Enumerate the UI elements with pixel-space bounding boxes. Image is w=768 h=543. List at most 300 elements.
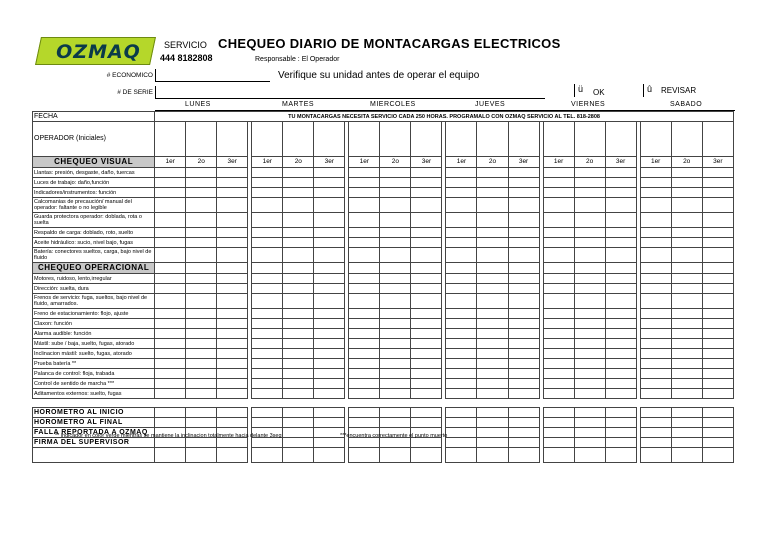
check-cell[interactable] (314, 274, 345, 284)
check-cell[interactable] (543, 438, 574, 448)
check-cell[interactable] (252, 188, 283, 198)
check-cell[interactable] (283, 238, 314, 248)
check-cell[interactable] (702, 274, 733, 284)
check-cell[interactable] (640, 359, 671, 369)
check-cell[interactable] (186, 294, 217, 309)
check-cell[interactable] (155, 294, 186, 309)
check-cell[interactable] (186, 369, 217, 379)
check-cell[interactable] (411, 263, 442, 274)
check-cell[interactable] (574, 309, 605, 319)
check-cell[interactable] (508, 448, 539, 463)
check-cell[interactable] (349, 263, 380, 274)
check-cell[interactable] (543, 339, 574, 349)
check-cell[interactable] (446, 418, 477, 428)
check-cell[interactable] (349, 284, 380, 294)
check-cell[interactable] (543, 408, 574, 418)
check-cell[interactable] (380, 389, 411, 399)
check-cell[interactable] (605, 369, 636, 379)
check-cell[interactable] (349, 274, 380, 284)
check-cell[interactable] (283, 198, 314, 213)
check-cell[interactable] (640, 438, 671, 448)
check-cell[interactable] (543, 369, 574, 379)
check-cell[interactable] (411, 359, 442, 369)
check-cell[interactable] (411, 178, 442, 188)
check-cell[interactable] (574, 339, 605, 349)
check-cell[interactable] (574, 188, 605, 198)
check-cell[interactable] (508, 349, 539, 359)
check-cell[interactable] (252, 213, 283, 228)
check-cell[interactable] (155, 359, 186, 369)
check-cell[interactable] (671, 359, 702, 369)
check-cell[interactable] (380, 274, 411, 284)
check-cell[interactable] (508, 274, 539, 284)
check-cell[interactable] (252, 448, 283, 463)
check-cell[interactable] (314, 248, 345, 263)
check-cell[interactable] (217, 188, 248, 198)
check-cell[interactable] (283, 294, 314, 309)
check-cell[interactable] (640, 238, 671, 248)
check-cell[interactable] (155, 263, 186, 274)
check-cell[interactable] (446, 359, 477, 369)
check-cell[interactable] (574, 294, 605, 309)
check-cell[interactable] (671, 379, 702, 389)
check-cell[interactable] (477, 228, 508, 238)
check-cell[interactable] (605, 339, 636, 349)
check-cell[interactable] (252, 309, 283, 319)
check-cell[interactable] (252, 339, 283, 349)
check-cell[interactable] (283, 369, 314, 379)
check-cell[interactable] (702, 418, 733, 428)
check-cell[interactable] (671, 274, 702, 284)
check-cell[interactable] (605, 418, 636, 428)
check-cell[interactable] (314, 448, 345, 463)
check-cell[interactable] (155, 329, 186, 339)
check-cell[interactable] (217, 263, 248, 274)
check-cell[interactable] (252, 438, 283, 448)
check-cell[interactable] (314, 188, 345, 198)
check-cell[interactable] (380, 294, 411, 309)
check-cell[interactable] (411, 188, 442, 198)
check-cell[interactable] (702, 389, 733, 399)
check-cell[interactable] (477, 369, 508, 379)
serie-field[interactable] (155, 98, 545, 99)
check-cell[interactable] (671, 448, 702, 463)
check-cell[interactable] (283, 359, 314, 369)
check-cell[interactable] (252, 238, 283, 248)
operador-initials-cell[interactable] (543, 122, 574, 157)
check-cell[interactable] (605, 428, 636, 438)
check-cell[interactable] (186, 319, 217, 329)
check-cell[interactable] (605, 329, 636, 339)
check-cell[interactable] (380, 339, 411, 349)
check-cell[interactable] (543, 228, 574, 238)
check-cell[interactable] (640, 284, 671, 294)
check-cell[interactable] (477, 379, 508, 389)
check-cell[interactable] (314, 263, 345, 274)
check-cell[interactable] (640, 339, 671, 349)
check-cell[interactable] (349, 188, 380, 198)
check-cell[interactable] (283, 263, 314, 274)
check-cell[interactable] (477, 329, 508, 339)
check-cell[interactable] (477, 418, 508, 428)
check-cell[interactable] (508, 228, 539, 238)
check-cell[interactable] (508, 284, 539, 294)
check-cell[interactable] (574, 213, 605, 228)
check-cell[interactable] (349, 379, 380, 389)
check-cell[interactable] (446, 438, 477, 448)
check-cell[interactable] (155, 238, 186, 248)
check-cell[interactable] (314, 198, 345, 213)
check-cell[interactable] (574, 379, 605, 389)
check-cell[interactable] (446, 263, 477, 274)
check-cell[interactable] (186, 448, 217, 463)
check-cell[interactable] (380, 369, 411, 379)
check-cell[interactable] (477, 359, 508, 369)
check-cell[interactable] (155, 213, 186, 228)
check-cell[interactable] (314, 284, 345, 294)
check-cell[interactable] (349, 248, 380, 263)
check-cell[interactable] (283, 319, 314, 329)
check-cell[interactable] (671, 284, 702, 294)
check-cell[interactable] (640, 274, 671, 284)
check-cell[interactable] (508, 188, 539, 198)
check-cell[interactable] (574, 369, 605, 379)
check-cell[interactable] (702, 178, 733, 188)
check-cell[interactable] (640, 263, 671, 274)
check-cell[interactable] (314, 294, 345, 309)
operador-initials-cell[interactable] (186, 122, 217, 157)
check-cell[interactable] (380, 168, 411, 178)
check-cell[interactable] (217, 379, 248, 389)
check-cell[interactable] (411, 319, 442, 329)
check-cell[interactable] (446, 349, 477, 359)
check-cell[interactable] (477, 213, 508, 228)
check-cell[interactable] (446, 294, 477, 309)
check-cell[interactable] (543, 178, 574, 188)
check-cell[interactable] (314, 238, 345, 248)
check-cell[interactable] (411, 389, 442, 399)
check-cell[interactable] (702, 379, 733, 389)
check-cell[interactable] (155, 284, 186, 294)
check-cell[interactable] (314, 329, 345, 339)
check-cell[interactable] (252, 418, 283, 428)
check-cell[interactable] (574, 198, 605, 213)
operador-initials-cell[interactable] (702, 122, 733, 157)
check-cell[interactable] (671, 213, 702, 228)
check-cell[interactable] (574, 248, 605, 263)
check-cell[interactable] (574, 448, 605, 463)
check-cell[interactable] (155, 379, 186, 389)
check-cell[interactable] (252, 263, 283, 274)
check-cell[interactable] (186, 228, 217, 238)
check-cell[interactable] (217, 408, 248, 418)
check-cell[interactable] (217, 349, 248, 359)
check-cell[interactable] (186, 329, 217, 339)
check-cell[interactable] (155, 198, 186, 213)
check-cell[interactable] (411, 213, 442, 228)
check-cell[interactable] (283, 228, 314, 238)
check-cell[interactable] (508, 389, 539, 399)
check-cell[interactable] (349, 228, 380, 238)
check-cell[interactable] (349, 389, 380, 399)
check-cell[interactable] (283, 379, 314, 389)
check-cell[interactable] (155, 408, 186, 418)
check-cell[interactable] (349, 369, 380, 379)
check-cell[interactable] (702, 168, 733, 178)
check-cell[interactable] (252, 408, 283, 418)
check-cell[interactable] (477, 448, 508, 463)
operador-initials-cell[interactable] (217, 122, 248, 157)
operador-initials-cell[interactable] (349, 122, 380, 157)
check-cell[interactable] (508, 238, 539, 248)
check-cell[interactable] (349, 168, 380, 178)
check-cell[interactable] (477, 428, 508, 438)
check-cell[interactable] (380, 319, 411, 329)
check-cell[interactable] (671, 389, 702, 399)
check-cell[interactable] (671, 309, 702, 319)
check-cell[interactable] (508, 418, 539, 428)
check-cell[interactable] (283, 309, 314, 319)
check-cell[interactable] (411, 284, 442, 294)
check-cell[interactable] (380, 309, 411, 319)
check-cell[interactable] (477, 188, 508, 198)
check-cell[interactable] (477, 178, 508, 188)
check-cell[interactable] (508, 379, 539, 389)
check-cell[interactable] (477, 263, 508, 274)
check-cell[interactable] (217, 178, 248, 188)
check-cell[interactable] (380, 198, 411, 213)
check-cell[interactable] (349, 178, 380, 188)
check-cell[interactable] (605, 198, 636, 213)
check-cell[interactable] (508, 178, 539, 188)
check-cell[interactable] (446, 238, 477, 248)
check-cell[interactable] (186, 408, 217, 418)
operador-initials-cell[interactable] (314, 122, 345, 157)
check-cell[interactable] (640, 178, 671, 188)
check-cell[interactable] (543, 428, 574, 438)
check-cell[interactable] (477, 198, 508, 213)
check-cell[interactable] (508, 213, 539, 228)
check-cell[interactable] (217, 213, 248, 228)
check-cell[interactable] (155, 168, 186, 178)
check-cell[interactable] (508, 309, 539, 319)
check-cell[interactable] (508, 294, 539, 309)
check-cell[interactable] (543, 238, 574, 248)
check-cell[interactable] (314, 213, 345, 228)
check-cell[interactable] (477, 248, 508, 263)
operador-initials-cell[interactable] (671, 122, 702, 157)
check-cell[interactable] (283, 213, 314, 228)
check-cell[interactable] (380, 178, 411, 188)
check-cell[interactable] (349, 213, 380, 228)
check-cell[interactable] (574, 263, 605, 274)
check-cell[interactable] (283, 188, 314, 198)
check-cell[interactable] (671, 339, 702, 349)
check-cell[interactable] (671, 369, 702, 379)
check-cell[interactable] (446, 248, 477, 263)
check-cell[interactable] (155, 178, 186, 188)
check-cell[interactable] (186, 188, 217, 198)
check-cell[interactable] (349, 359, 380, 369)
check-cell[interactable] (508, 319, 539, 329)
check-cell[interactable] (477, 309, 508, 319)
check-cell[interactable] (252, 274, 283, 284)
check-cell[interactable] (217, 329, 248, 339)
check-cell[interactable] (574, 238, 605, 248)
check-cell[interactable] (671, 349, 702, 359)
check-cell[interactable] (446, 274, 477, 284)
check-cell[interactable] (155, 309, 186, 319)
check-cell[interactable] (605, 309, 636, 319)
check-cell[interactable] (155, 248, 186, 263)
check-cell[interactable] (640, 428, 671, 438)
check-cell[interactable] (543, 309, 574, 319)
check-cell[interactable] (446, 284, 477, 294)
check-cell[interactable] (217, 339, 248, 349)
check-cell[interactable] (411, 248, 442, 263)
check-cell[interactable] (605, 389, 636, 399)
check-cell[interactable] (605, 168, 636, 178)
check-cell[interactable] (155, 228, 186, 238)
check-cell[interactable] (702, 438, 733, 448)
check-cell[interactable] (217, 369, 248, 379)
check-cell[interactable] (508, 248, 539, 263)
check-cell[interactable] (186, 284, 217, 294)
check-cell[interactable] (640, 228, 671, 238)
check-cell[interactable] (574, 389, 605, 399)
check-cell[interactable] (702, 284, 733, 294)
check-cell[interactable] (349, 294, 380, 309)
check-cell[interactable] (314, 319, 345, 329)
operador-initials-cell[interactable] (477, 122, 508, 157)
check-cell[interactable] (283, 284, 314, 294)
check-cell[interactable] (186, 168, 217, 178)
check-cell[interactable] (380, 188, 411, 198)
check-cell[interactable] (349, 408, 380, 418)
check-cell[interactable] (543, 294, 574, 309)
check-cell[interactable] (702, 248, 733, 263)
check-cell[interactable] (640, 168, 671, 178)
check-cell[interactable] (605, 438, 636, 448)
check-cell[interactable] (186, 389, 217, 399)
check-cell[interactable] (283, 408, 314, 418)
operador-initials-cell[interactable] (283, 122, 314, 157)
check-cell[interactable] (186, 349, 217, 359)
check-cell[interactable] (349, 339, 380, 349)
check-cell[interactable] (543, 418, 574, 428)
check-cell[interactable] (702, 339, 733, 349)
check-cell[interactable] (477, 284, 508, 294)
check-cell[interactable] (411, 349, 442, 359)
check-cell[interactable] (543, 389, 574, 399)
check-cell[interactable] (574, 418, 605, 428)
check-cell[interactable] (702, 238, 733, 248)
check-cell[interactable] (702, 359, 733, 369)
check-cell[interactable] (155, 369, 186, 379)
check-cell[interactable] (640, 294, 671, 309)
check-cell[interactable] (477, 438, 508, 448)
check-cell[interactable] (186, 339, 217, 349)
check-cell[interactable] (252, 284, 283, 294)
operador-initials-cell[interactable] (640, 122, 671, 157)
check-cell[interactable] (314, 309, 345, 319)
check-cell[interactable] (217, 238, 248, 248)
check-cell[interactable] (543, 379, 574, 389)
check-cell[interactable] (640, 248, 671, 263)
check-cell[interactable] (411, 274, 442, 284)
check-cell[interactable] (411, 438, 442, 448)
check-cell[interactable] (671, 248, 702, 263)
check-cell[interactable] (605, 248, 636, 263)
check-cell[interactable] (283, 329, 314, 339)
check-cell[interactable] (446, 188, 477, 198)
check-cell[interactable] (314, 228, 345, 238)
check-cell[interactable] (671, 168, 702, 178)
check-cell[interactable] (446, 408, 477, 418)
check-cell[interactable] (702, 319, 733, 329)
check-cell[interactable] (411, 294, 442, 309)
check-cell[interactable] (508, 168, 539, 178)
check-cell[interactable] (411, 168, 442, 178)
check-cell[interactable] (574, 284, 605, 294)
check-cell[interactable] (380, 359, 411, 369)
check-cell[interactable] (640, 389, 671, 399)
check-cell[interactable] (155, 418, 186, 428)
check-cell[interactable] (605, 284, 636, 294)
check-cell[interactable] (411, 309, 442, 319)
check-cell[interactable] (605, 408, 636, 418)
check-cell[interactable] (283, 438, 314, 448)
check-cell[interactable] (543, 284, 574, 294)
operador-initials-cell[interactable] (605, 122, 636, 157)
check-cell[interactable] (605, 379, 636, 389)
check-cell[interactable] (283, 339, 314, 349)
check-cell[interactable] (446, 389, 477, 399)
check-cell[interactable] (477, 238, 508, 248)
check-cell[interactable] (477, 408, 508, 418)
check-cell[interactable] (477, 349, 508, 359)
check-cell[interactable] (702, 448, 733, 463)
check-cell[interactable] (543, 248, 574, 263)
check-cell[interactable] (186, 359, 217, 369)
check-cell[interactable] (702, 263, 733, 274)
check-cell[interactable] (155, 438, 186, 448)
operador-initials-cell[interactable] (508, 122, 539, 157)
check-cell[interactable] (446, 379, 477, 389)
check-cell[interactable] (349, 448, 380, 463)
check-cell[interactable] (283, 178, 314, 188)
check-cell[interactable] (605, 359, 636, 369)
check-cell[interactable] (314, 178, 345, 188)
check-cell[interactable] (411, 448, 442, 463)
check-cell[interactable] (349, 319, 380, 329)
check-cell[interactable] (349, 418, 380, 428)
check-cell[interactable] (574, 274, 605, 284)
check-cell[interactable] (702, 309, 733, 319)
check-cell[interactable] (671, 178, 702, 188)
check-cell[interactable] (543, 274, 574, 284)
check-cell[interactable] (508, 198, 539, 213)
check-cell[interactable] (477, 319, 508, 329)
check-cell[interactable] (605, 294, 636, 309)
check-cell[interactable] (186, 238, 217, 248)
check-cell[interactable] (446, 339, 477, 349)
check-cell[interactable] (574, 349, 605, 359)
check-cell[interactable] (349, 238, 380, 248)
check-cell[interactable] (186, 178, 217, 188)
check-cell[interactable] (217, 274, 248, 284)
check-cell[interactable] (314, 408, 345, 418)
